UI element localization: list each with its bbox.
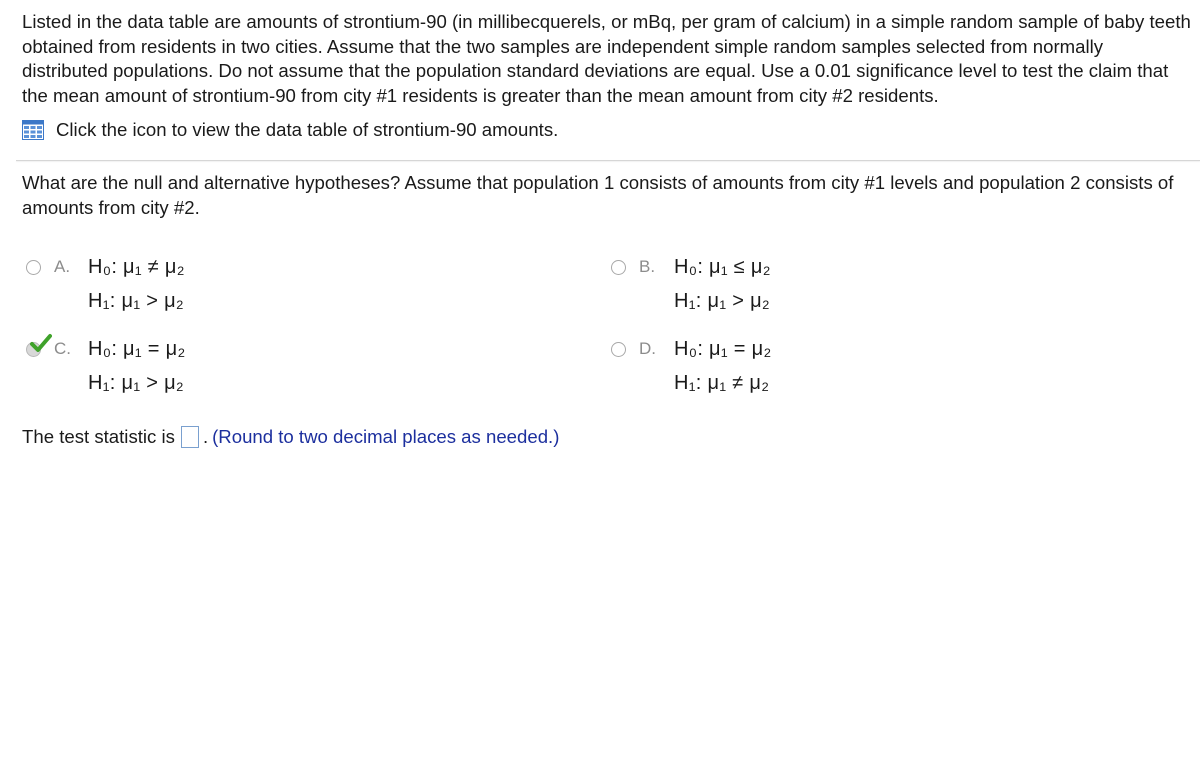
choice-b-null-hypothesis: H₀: μ₁ ≤ μ₂ (674, 256, 771, 278)
choice-a[interactable] (22, 252, 582, 322)
data-table-link[interactable] (22, 119, 558, 141)
test-statistic-row (22, 426, 559, 448)
choice-a-alt-hypothesis: H₁: μ₁ > μ₂ (88, 290, 184, 312)
test-statistic-period: . (202, 426, 209, 447)
checkmark-icon (30, 333, 52, 358)
problem-statement: Listed in the data table are amounts of strontium-90 (in millibecquerels, or mBq, per gram of calcium) in a simple random sample of baby teeth obtained from residents in two cities. Assume that the two samples are independent simple random samples selected from normally distributed populations. Do not assume that the population standard deviations are equal. Use a 0.01 significance level to test the claim that the mean amount of strontium-90 from city #1 residents is greater than the mean amount from city #2 residents. (22, 11, 1191, 106)
choice-d-alt-hypothesis: H₁: μ₁ ≠ μ₂ (674, 372, 770, 394)
section-divider (16, 160, 1200, 161)
radio-d[interactable] (611, 342, 626, 357)
question-text: What are the null and alternative hypotheses? Assume that population 1 consists of amounts from city #1 levels and population 2 consists of amounts from city #2. (22, 172, 1174, 218)
table-grid-icon[interactable] (22, 120, 44, 140)
data-table-link-label[interactable]: Click the icon to view the data table of strontium-90 amounts. (56, 119, 559, 140)
choice-d-null-hypothesis: H₀: μ₁ = μ₂ (674, 338, 772, 360)
radio-a[interactable] (26, 260, 41, 275)
choice-letter-a: A. (54, 257, 71, 276)
choice-a-null-hypothesis: H₀: μ₁ ≠ μ₂ (88, 256, 185, 278)
choice-d[interactable] (608, 334, 1168, 404)
choice-b-alt-hypothesis: H₁: μ₁ > μ₂ (674, 290, 770, 312)
choice-c-null-hypothesis: H₀: μ₁ = μ₂ (88, 338, 186, 360)
test-statistic-input[interactable] (181, 426, 199, 448)
choice-letter-c: C. (54, 339, 71, 358)
radio-b[interactable] (611, 260, 626, 275)
choice-letter-b: B. (639, 257, 656, 276)
rounding-hint: (Round to two decimal places as needed.) (212, 426, 560, 447)
choice-b[interactable] (608, 252, 1168, 322)
choice-c[interactable] (22, 334, 582, 404)
test-statistic-prefix: The test statistic is (22, 426, 175, 447)
choice-c-alt-hypothesis: H₁: μ₁ > μ₂ (88, 372, 184, 394)
choice-letter-d: D. (639, 339, 656, 358)
